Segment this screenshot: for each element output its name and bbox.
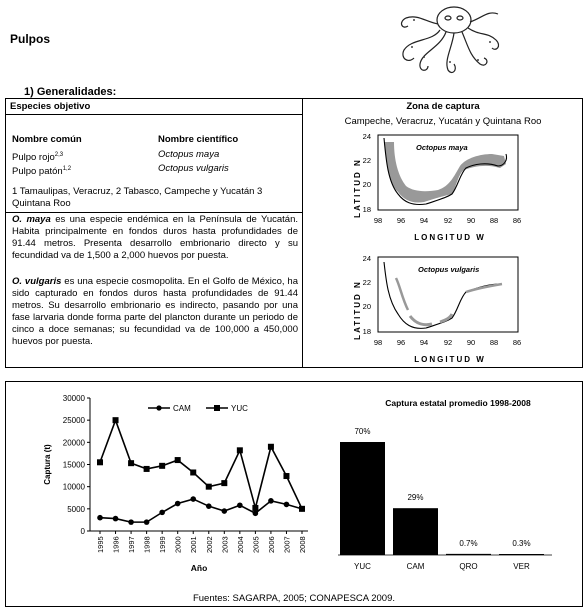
map-ylabel: LATITUD N — [353, 280, 362, 340]
lon-tick: 96 — [396, 216, 406, 225]
x-tick-label: 1999 — [158, 536, 168, 553]
legend-marker — [156, 405, 161, 410]
bar-value-label: 70% — [354, 427, 371, 436]
species-sci: Octopus vulgaris — [158, 163, 229, 174]
x-axis-label: Año — [190, 563, 208, 573]
x-tick-label: 2008 — [298, 536, 307, 553]
y-tick-label: 10000 — [62, 482, 85, 492]
lon-tick: 96 — [396, 338, 406, 347]
point-cam — [190, 496, 196, 502]
y-tick-label: 20000 — [62, 438, 85, 448]
species-row: Pulpo patón$^{1,2}$ — [12, 166, 72, 178]
x-tick-label: 2001 — [189, 536, 199, 553]
map-xlabel: LONGITUD W — [414, 233, 486, 242]
zona-header: Zona de captura — [406, 101, 480, 112]
zona-text: Campeche, Veracruz, Yucatán y Quintana Roo — [344, 116, 542, 127]
lat-tick: 18 — [362, 205, 371, 214]
footnote: Quintana Roo — [12, 198, 71, 209]
lon-tick: 90 — [466, 216, 476, 225]
col-sci-header: Nombre científico — [158, 134, 239, 145]
map-ylabel: LATITUD N — [353, 158, 362, 218]
table-row-divider — [5, 114, 303, 115]
bar-chart — [330, 384, 580, 580]
point-yuc — [252, 505, 258, 511]
octopus-illustration — [392, 2, 504, 76]
maya-description: O. maya es una especie endémica en la Península de Yucatán. Habita principalmente en fondos duros hasta profundidades de 91.44 metros. Presenta desarrollo embrionario directo y su fecundidad va de 1,500 a 2,000 huevos por puesta. — [12, 214, 298, 261]
point-cam — [97, 515, 103, 521]
col-common-header: Nombre común — [12, 134, 82, 145]
x-tick-label: 1997 — [127, 536, 137, 553]
x-tick-label: 2006 — [266, 536, 276, 553]
lat-tick: 22 — [362, 278, 371, 287]
lon-tick: 94 — [419, 216, 429, 225]
x-tick-label: 1998 — [142, 536, 152, 553]
point-yuc — [144, 466, 150, 472]
map-xlabel: LONGITUD W — [414, 355, 486, 364]
lat-tick: 20 — [362, 180, 371, 189]
point-yuc — [97, 459, 103, 465]
lon-tick: 86 — [512, 216, 522, 225]
bar-ver — [499, 554, 544, 555]
map-octopus-maya — [340, 130, 540, 242]
point-yuc — [283, 473, 289, 479]
legend-label: CAM — [173, 404, 191, 413]
point-yuc — [237, 447, 243, 453]
x-tick-label: 1996 — [111, 536, 121, 553]
point-yuc — [299, 506, 305, 512]
lon-tick: 94 — [419, 338, 429, 347]
legend-marker — [214, 405, 220, 411]
lat-tick: 24 — [362, 254, 371, 263]
point-cam — [268, 498, 274, 504]
x-tick-label: 1995 — [96, 536, 105, 553]
x-tick-label: 2003 — [220, 536, 230, 553]
point-cam — [175, 501, 181, 507]
range-shade — [440, 314, 452, 322]
point-yuc — [190, 469, 196, 475]
footnote: 1 Tamaulipas, Veracruz, 2 Tabasco, Campeche y Yucatán 3 — [12, 186, 263, 197]
bar-value-label: 0.3% — [512, 539, 531, 548]
lon-tick: 90 — [466, 338, 476, 347]
bar-category-label: YUC — [354, 562, 371, 571]
lon-tick: 86 — [512, 338, 522, 347]
x-tick-label: 2007 — [282, 536, 292, 553]
lat-tick: 20 — [362, 302, 371, 311]
legend-label: YUC — [231, 404, 248, 413]
point-cam — [253, 510, 259, 516]
table-row-divider — [5, 212, 303, 213]
species-row: Pulpo rojo$^{2,3}$ — [12, 152, 64, 164]
point-cam — [206, 503, 212, 509]
especies-header: Especies objetivo — [10, 101, 91, 112]
y-tick-label: 0 — [80, 527, 85, 536]
vulgaris-description: O. vulgaris es una especie cosmopolita. En el Golfo de México, ha sido capturado en fondos duros hasta profundidades de 91.44 metros. Su desarrollo embrionario es indirecto, pasando por una fase larvaria donde forma parte del plancton durante un periodo de cinco a doce semanas; su fecundidad va de 100,000 a 450,000 huevos por puesta. — [12, 276, 298, 347]
bar-chart-title: Captura estatal promedio 1998-2008 — [385, 398, 531, 408]
range-shade — [396, 278, 408, 310]
sources-footer: Fuentes: SAGARPA, 2005; CONAPESCA 2009. — [192, 593, 396, 604]
point-yuc — [128, 460, 134, 466]
lon-tick: 98 — [373, 338, 383, 347]
map-species-label: Octopus maya — [416, 143, 468, 152]
point-yuc — [268, 444, 274, 450]
x-tick-label: 2000 — [173, 536, 183, 553]
lon-tick: 92 — [443, 216, 453, 225]
lat-tick: 18 — [362, 327, 371, 336]
point-yuc — [113, 417, 119, 423]
point-yuc — [159, 463, 165, 469]
point-cam — [128, 519, 134, 525]
y-tick-label: 25000 — [62, 416, 85, 426]
bar-yuc — [340, 442, 385, 555]
table-divider — [302, 98, 303, 368]
lon-tick: 98 — [373, 216, 383, 225]
lat-tick: 24 — [362, 132, 371, 141]
bar-cam — [393, 508, 438, 555]
y-tick-label: 5000 — [67, 504, 85, 514]
lon-tick: 88 — [489, 338, 499, 347]
x-tick-label: 2004 — [235, 536, 245, 553]
point-cam — [222, 508, 228, 514]
bar-qro — [446, 554, 491, 555]
point-cam — [284, 502, 290, 508]
point-cam — [159, 510, 165, 516]
point-yuc — [221, 480, 227, 486]
point-yuc — [206, 484, 212, 490]
map-octopus-vulgaris — [340, 252, 540, 364]
x-tick-label: 2002 — [204, 536, 214, 553]
lat-tick: 22 — [362, 156, 371, 165]
bar-value-label: 29% — [407, 493, 424, 503]
bar-category-label: VER — [513, 562, 530, 571]
point-cam — [144, 519, 150, 525]
range-shade — [410, 316, 432, 325]
lon-tick: 92 — [443, 338, 453, 347]
point-cam — [237, 502, 243, 508]
species-sci: Octopus maya — [158, 149, 220, 160]
point-yuc — [175, 457, 181, 463]
section-heading: 1) Generalidades: — [24, 86, 117, 98]
range-shade — [466, 284, 502, 292]
lon-tick: 88 — [489, 216, 499, 225]
y-tick-label: 30000 — [62, 394, 85, 403]
page-title: Pulpos — [10, 32, 51, 46]
bar-value-label: 0.7% — [459, 538, 478, 548]
line-chart — [8, 384, 328, 584]
x-tick-label: 2005 — [251, 536, 261, 553]
y-axis-label: Captura (t) — [43, 444, 52, 485]
point-cam — [113, 516, 119, 522]
bar-category-label: CAM — [406, 562, 425, 571]
bar-category-label: QRO — [459, 562, 478, 571]
map-species-label: Octopus vulgaris — [418, 265, 480, 274]
y-tick-label: 15000 — [62, 460, 85, 470]
